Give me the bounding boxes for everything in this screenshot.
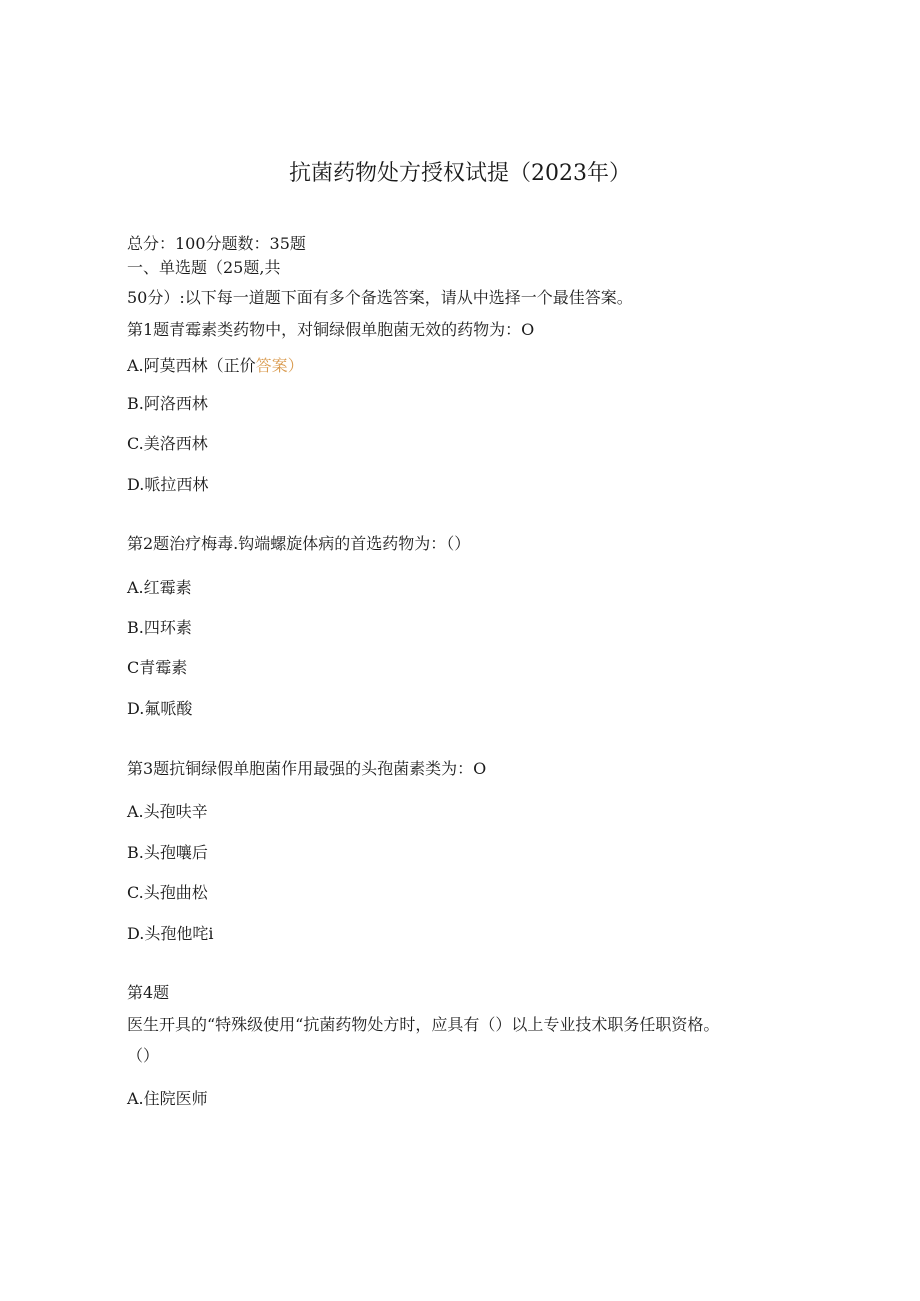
score-summary: 总分：100分题数：35题	[127, 234, 306, 253]
question-4-option-a: A.住院医师	[127, 1089, 208, 1108]
question-3-option-c: C.头孢曲松	[127, 883, 208, 902]
question-2-stem: 第2题治疗梅毒.钩端螺旋体病的首选药物为：（）	[127, 534, 471, 553]
question-1-option-a	[127, 356, 304, 376]
question-4-stem: 医生开具的“特殊级使用“抗菌药物处方时，应具有（）以上专业技术职务任职资格。	[127, 1015, 720, 1034]
question-4-blank: （）	[127, 1046, 160, 1065]
question-2-option-c: C青霉素	[127, 658, 188, 677]
question-1-stem: 第1题青霉素类药物中，对铜绿假单胞菌无效的药物为：O	[127, 320, 535, 339]
page-title: 抗菌药物处方授权试提（2023年）	[289, 161, 631, 186]
question-2-option-b: B.四环素	[127, 618, 192, 637]
question-1-option-c: C.美洛西林	[127, 434, 208, 453]
question-3-stem: 第3题抗铜绿假单胞菌作用最强的头孢菌素类为：O	[127, 759, 487, 778]
question-2-option-d: D.氟哌酸	[127, 699, 193, 718]
section-instructions: 50分）:以下每一道题下面有多个备选答案，请从中选择一个最佳答案。	[127, 288, 633, 307]
question-2-option-a: A.红霉素	[127, 578, 192, 597]
question-1-option-d: D.哌拉西林	[127, 475, 209, 494]
question-1-option-b: B.阿洛西林	[127, 394, 208, 413]
question-3-option-d: D.头孢他咤i	[127, 924, 214, 943]
section-heading: 一、单选题（25题,共	[127, 258, 281, 277]
question-4-number: 第4题	[127, 983, 170, 1002]
question-3-option-a: A.头孢呋辛	[127, 802, 208, 821]
option-text: A.阿莫西林（正价	[127, 356, 256, 375]
answer-highlight: 答案）	[255, 356, 304, 375]
question-3-option-b: B.头孢嚷后	[127, 843, 208, 862]
